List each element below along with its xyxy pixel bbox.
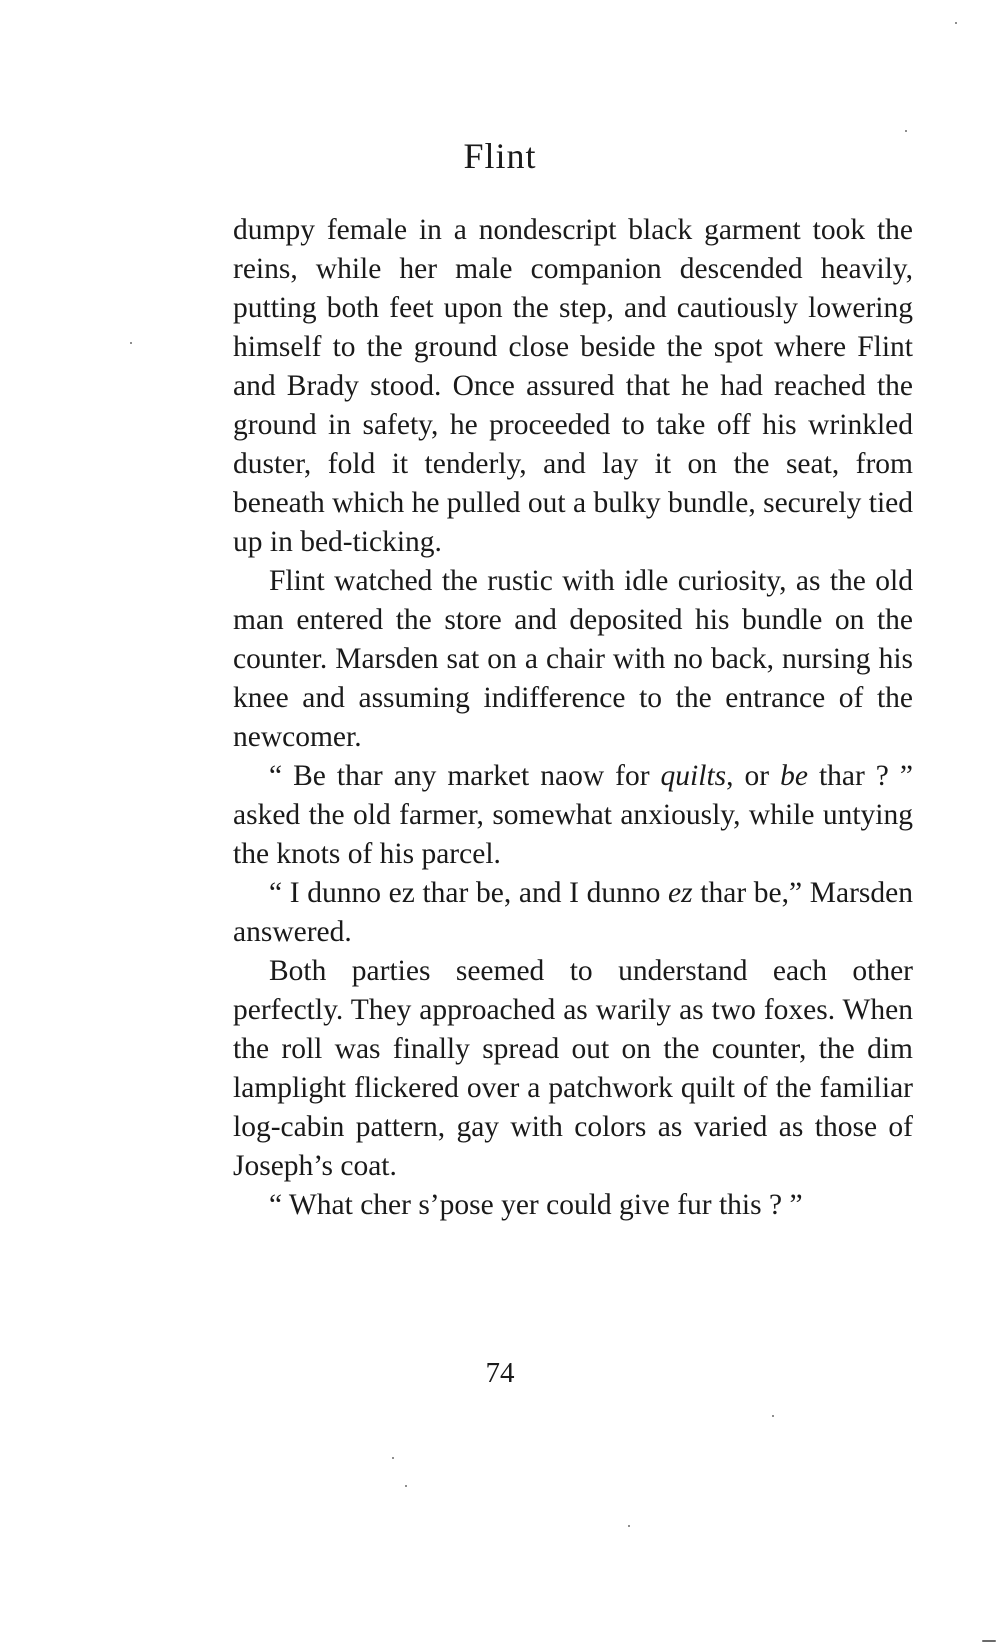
- running-head: Flint: [463, 136, 537, 176]
- page-number: 74: [485, 1357, 515, 1389]
- text-segment: “ What cher s’pose yer could give fur this ? ”: [269, 1189, 803, 1221]
- paragraph: [233, 1186, 913, 1225]
- paragraph: [233, 562, 913, 757]
- text-segment: dumpy female in a nondescript black garment took the reins, while her male companion descended heavily, putting both feet upon the step, and cautiously lowering himself to the ground close beside the spot where Flint and Brady stood. Once assured that he had reached the ground in safety, he proceeded to take off his wrinkled duster, fold it tenderly, and lay it on the seat, from beneath which he pulled out a bulky bundle, securely tied up in bed-ticking.: [233, 214, 913, 558]
- scan-speck: [772, 1415, 774, 1417]
- paragraph: [233, 874, 913, 952]
- scan-speck: [130, 342, 132, 344]
- scan-speck: [982, 1640, 996, 1642]
- text-segment: “ Be thar any market naow for: [269, 760, 661, 792]
- text-segment: , or: [726, 760, 781, 792]
- paragraph: [233, 211, 913, 562]
- text-segment: “ I dunno ez thar be, and I dunno: [269, 877, 669, 909]
- text-segment: Both parties seemed to understand each other perfectly. They approached as warily as two foxes. When the roll was finally spread out on the counter, the dim lamplight flickered over a patchwork quilt of the familiar log-cabin pattern, gay with colors as varied as those of Joseph’s coat.: [233, 955, 913, 1182]
- scan-speck: [405, 1485, 407, 1487]
- body-text: [233, 211, 913, 1225]
- scan-speck: [392, 1457, 394, 1459]
- text-segment: Flint watched the rustic with idle curiosity, as the old man entered the store and deposited his bundle on the counter. Marsden sat on a chair with no back, nursing his knee and assuming indifference to the entrance of the newcomer.: [233, 565, 913, 753]
- scan-speck: [955, 22, 957, 24]
- paragraph: [233, 757, 913, 874]
- italic-word: ez: [668, 877, 693, 909]
- italic-word: quilts: [660, 760, 727, 792]
- scan-speck: [905, 130, 907, 132]
- text-segment: thar be,” Marsden answered.: [233, 877, 913, 948]
- paragraph: [233, 952, 913, 1186]
- text-segment: thar ? ” asked the old farmer, somewhat anxiously, while untying the knots of his parcel.: [233, 760, 913, 870]
- scan-speck: [628, 1525, 630, 1527]
- italic-word: be: [780, 760, 808, 792]
